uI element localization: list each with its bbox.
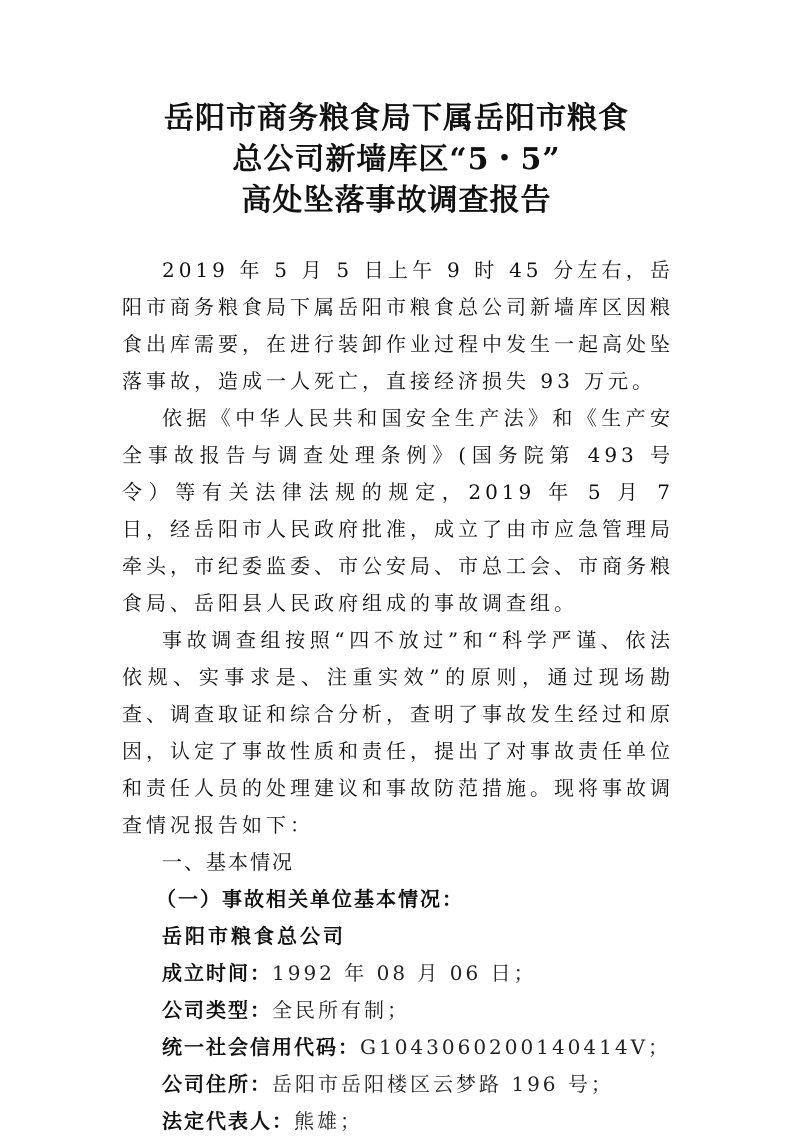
document-body: [122, 252, 674, 1140]
field-label: 成立时间：: [162, 961, 272, 985]
paragraph-investigation-principles: 事故调查组按照“四不放过”和“科学严谨、依法依规、实事求是、注重实效”的原则，通过现场勘查、调查取证和综合分析，查明了事故发生经过和原因，认定了事故性质和责任，提出了对事故责任单位和责任人员的处理建议和事故防范措施。现将事故调查情况报告如下：: [122, 628, 674, 837]
title-line-3: 高处坠落事故调查报告: [241, 183, 552, 218]
field-label: 统一社会信用代码：: [162, 1035, 360, 1059]
field-label: 法定代表人：: [162, 1109, 294, 1133]
section-heading: 一、基本情况: [162, 850, 294, 874]
field-established-date: [122, 955, 674, 992]
paragraph-incident-summary: 2019 年 5 月 5 日上午 9 时 45 分左右，岳阳市商务粮食局下属岳阳市粮食总公司新墙库区因粮食出库需要，在进行装卸作业过程中发生一起高处坠落事故，造成一人死亡，直接经济损失 93 万元。: [122, 258, 674, 393]
field-label: 公司类型：: [162, 998, 272, 1022]
field-value: 熊雄；: [294, 1109, 363, 1133]
field-value: G1043060200140414V；: [360, 1035, 672, 1059]
field-credit-code: [122, 1029, 674, 1066]
field-value: 全民所有制；: [272, 998, 410, 1022]
field-value: 岳阳市岳阳楼区云梦路 196 号；: [272, 1072, 614, 1096]
field-company-address: [122, 1066, 674, 1103]
organization-name: 岳阳市粮食总公司: [162, 924, 346, 948]
title-line-2: 总公司新墙库区“5・5”: [232, 142, 561, 177]
subsection-heading: （一）事故相关单位基本情况：: [156, 887, 464, 911]
document-title: [0, 98, 793, 221]
paragraph-legal-basis: 依据《中华人民共和国安全生产法》和《生产安全事故报告与调查处理条例》(国务院第 493 号令）等有关法律法规的规定，2019 年 5 月 7 日，经岳阳市人民政府批准，成立了由市应急管理局牵头，市纪委监委、市公安局、市总工会、市商务粮食局、岳阳县人民政府组成的事故调查组。: [122, 406, 674, 615]
field-label: 公司住所：: [162, 1072, 272, 1096]
title-line-1: 岳阳市商务粮食局下属岳阳市粮食: [164, 101, 629, 136]
field-value: 1992 年 08 月 06 日；: [272, 961, 537, 985]
field-company-type: [122, 992, 674, 1029]
